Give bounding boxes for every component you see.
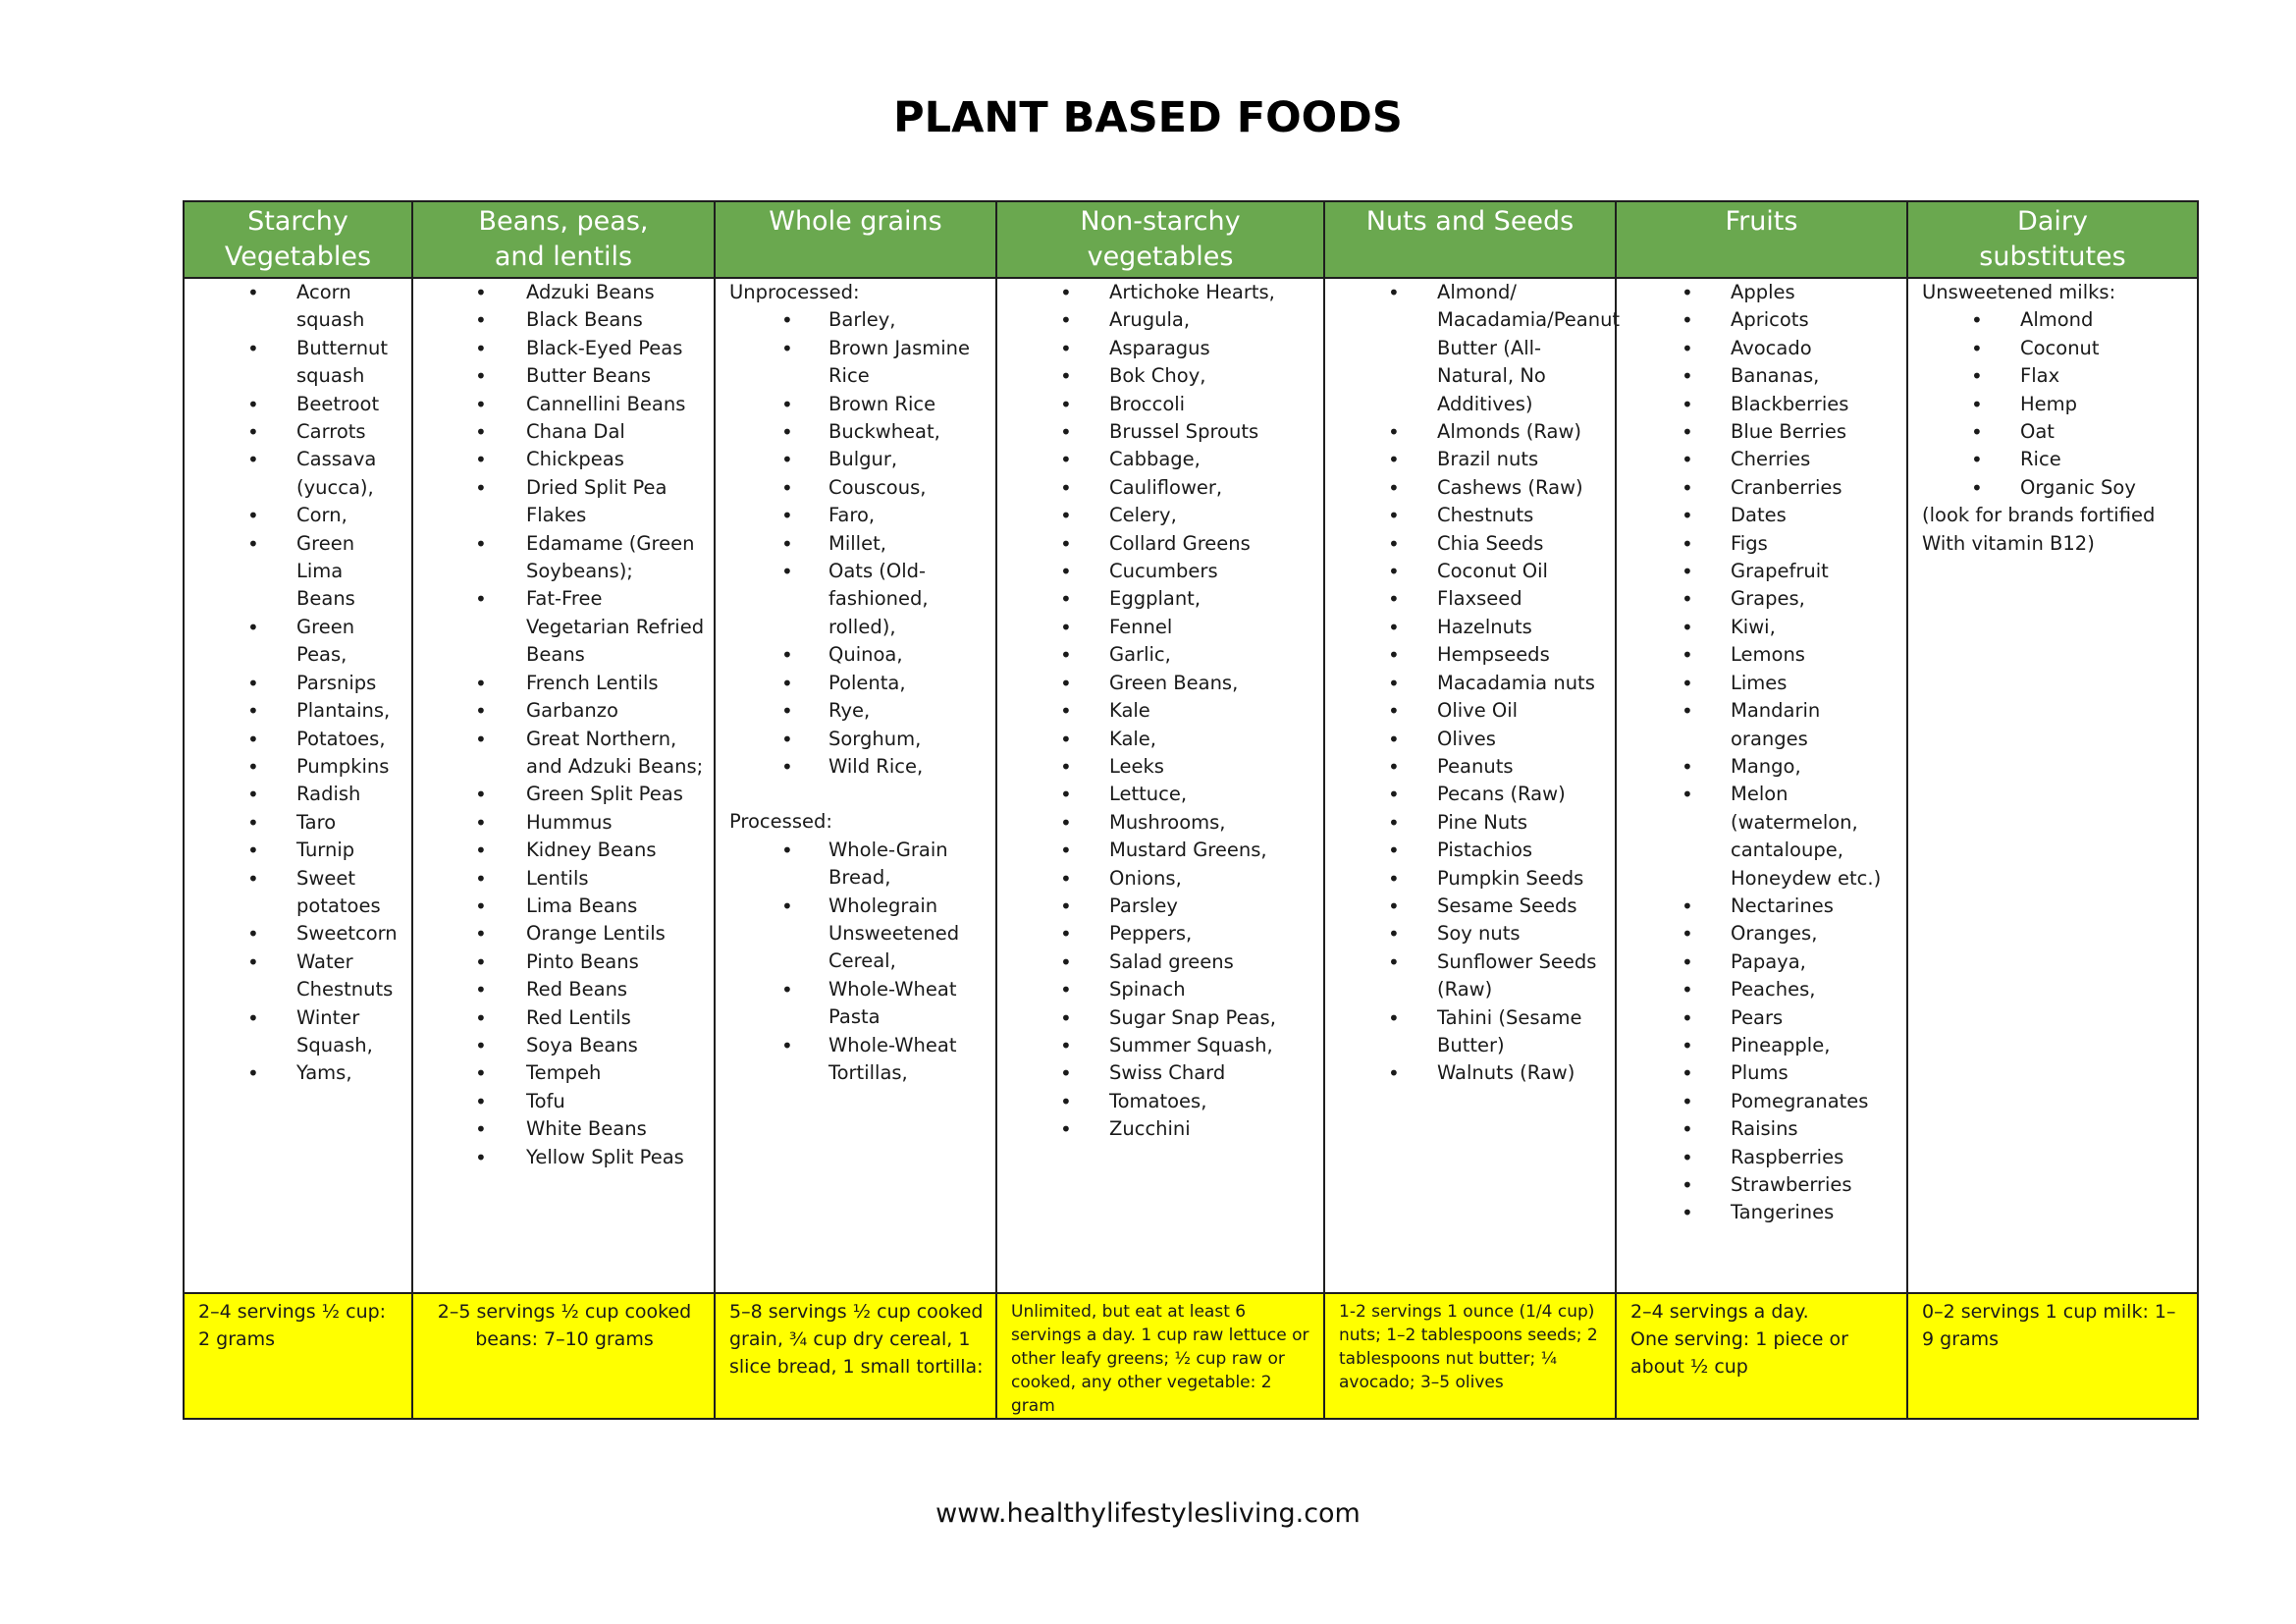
- food-item: • Peaches,: [1731, 976, 1900, 1003]
- food-item: • Garbanzo: [526, 697, 708, 725]
- food-item: • Tempeh: [526, 1059, 708, 1087]
- food-item: • Yellow Split Peas: [526, 1144, 708, 1171]
- food-item: • Summer Squash,: [1109, 1032, 1317, 1059]
- food-item: • Orange Lentils: [526, 920, 708, 947]
- food-item: • Nectarines: [1731, 893, 1900, 920]
- beans-peas-lentils-cell: [412, 278, 715, 1293]
- food-item: • Lettuce,: [1109, 781, 1317, 808]
- food-item: • Hemp: [2020, 391, 2191, 418]
- food-item: • Macadamia nuts: [1437, 670, 1609, 697]
- food-item: • Wholegrain Unsweetened Cereal,: [828, 893, 989, 976]
- food-item: • Brown Rice: [828, 391, 989, 418]
- food-item: • Turnip: [296, 837, 405, 864]
- food-item: • Sweet potatoes: [296, 865, 405, 921]
- food-item: • Sugar Snap Peas,: [1109, 1004, 1317, 1032]
- servings-fruits-line1: 2–4 servings a day.: [1630, 1301, 1809, 1323]
- food-item: • Almond: [2020, 306, 2191, 334]
- food-item: • Great Northern, and Adzuki Beans;: [526, 726, 708, 782]
- food-item: • Chickpeas: [526, 446, 708, 473]
- food-item: • Water Chestnuts: [296, 948, 405, 1004]
- unsweetened-milks-label: Unsweetened milks:: [1922, 281, 2116, 303]
- food-item: • Flax: [2020, 362, 2191, 390]
- food-item: • Grapes,: [1731, 585, 1900, 613]
- food-item: • Pinto Beans: [526, 948, 708, 976]
- food-item: • Coconut: [2020, 335, 2191, 362]
- food-item: • Carrots: [296, 418, 405, 446]
- food-item: • Leeks: [1109, 753, 1317, 781]
- food-item: • Chia Seeds: [1437, 530, 1609, 558]
- dairy-substitutes-cell: [1907, 278, 2198, 1293]
- fruits-list: [1617, 279, 1906, 1227]
- food-item: • Onions,: [1109, 865, 1317, 893]
- food-item: • Apples: [1731, 279, 1900, 306]
- unprocessed-label: Unprocessed:: [729, 281, 860, 303]
- food-item: • Mango,: [1731, 753, 1900, 781]
- food-item: • Barley,: [828, 306, 989, 334]
- food-item: • Cashews (Raw): [1437, 474, 1609, 502]
- food-item: • Brazil nuts: [1437, 446, 1609, 473]
- food-item: • Cauliflower,: [1109, 474, 1317, 502]
- food-item: • Arugula,: [1109, 306, 1317, 334]
- food-item: • Potatoes,: [296, 726, 405, 753]
- food-item: • Cassava (yucca),: [296, 446, 405, 502]
- food-item: • Brussel Sprouts: [1109, 418, 1317, 446]
- food-item: • Tangerines: [1731, 1199, 1900, 1226]
- food-item: • Rye,: [828, 697, 989, 725]
- food-item: • Taro: [296, 809, 405, 837]
- food-item: • Couscous,: [828, 474, 989, 502]
- food-groups-table: [183, 200, 2199, 1420]
- food-item: • Bananas,: [1731, 362, 1900, 390]
- food-item: • Limes: [1731, 670, 1900, 697]
- servings-fruits: [1616, 1293, 1907, 1419]
- food-item: • Pumpkins: [296, 753, 405, 781]
- food-item: • Zucchini: [1109, 1115, 1317, 1143]
- food-item: • Almonds (Raw): [1437, 418, 1609, 446]
- food-item: • Rice: [2020, 446, 2191, 473]
- food-item: • Sesame Seeds: [1437, 893, 1609, 920]
- food-item: • Mandarin oranges: [1731, 697, 1900, 753]
- food-item: • French Lentils: [526, 670, 708, 697]
- servings-dairy-substitutes: 0–2 servings 1 cup milk: 1–9 grams: [1907, 1293, 2198, 1419]
- items-row: [184, 278, 2198, 1293]
- food-item: • Olives: [1437, 726, 1609, 753]
- food-item: • Fat-Free Vegetarian Refried Beans: [526, 585, 708, 669]
- food-item: • Cabbage,: [1109, 446, 1317, 473]
- food-item: • Tomatoes,: [1109, 1088, 1317, 1115]
- food-item: • Faro,: [828, 502, 989, 529]
- food-item: • Pistachios: [1437, 837, 1609, 864]
- food-item: • Soya Beans: [526, 1032, 708, 1059]
- food-item: • Flaxseed: [1437, 585, 1609, 613]
- food-item: • Butternut squash: [296, 335, 405, 391]
- fruits-cell: [1616, 278, 1907, 1293]
- food-item: • Peanuts: [1437, 753, 1609, 781]
- header-whole-grains: Whole grains: [715, 201, 996, 278]
- fortified-note: (look for brands fortified With vitamin B12): [1922, 504, 2156, 555]
- header-nuts-and-seeds: Nuts and Seeds: [1324, 201, 1616, 278]
- food-item: • Sweetcorn: [296, 920, 405, 947]
- nuts-and-seeds-cell: [1324, 278, 1621, 1293]
- food-item: • Pecans (Raw): [1437, 781, 1609, 808]
- food-item: • Polenta,: [828, 670, 989, 697]
- food-item: • Peppers,: [1109, 920, 1317, 947]
- food-item: • Swiss Chard: [1109, 1059, 1317, 1087]
- food-item: • Pears: [1731, 1004, 1900, 1032]
- food-item: • Dates: [1731, 502, 1900, 529]
- food-item: • Lentils: [526, 865, 708, 893]
- food-item: • Kale: [1109, 697, 1317, 725]
- food-item: • Buckwheat,: [828, 418, 989, 446]
- food-item: • Broccoli: [1109, 391, 1317, 418]
- starchy-vegetables-cell: [184, 278, 412, 1293]
- unprocessed-grains-list: [716, 306, 995, 781]
- food-item: • Fennel: [1109, 614, 1317, 641]
- food-item: • Strawberries: [1731, 1171, 1900, 1199]
- food-item: • Pumpkin Seeds: [1437, 865, 1609, 893]
- food-item: • Butter Beans: [526, 362, 708, 390]
- food-item: • Sorghum,: [828, 726, 989, 753]
- food-item: • Whole-Wheat Pasta: [828, 976, 989, 1032]
- food-item: • Edamame (Green Soybeans);: [526, 530, 708, 586]
- servings-fruits-line2: One serving: 1 piece or about ½ cup: [1630, 1328, 1848, 1378]
- food-item: • Artichoke Hearts,: [1109, 279, 1317, 306]
- food-item: • Collard Greens: [1109, 530, 1317, 558]
- food-item: • Millet,: [828, 530, 989, 558]
- food-item: • Pomegranates: [1731, 1088, 1900, 1115]
- non-starchy-vegetables-cell: [996, 278, 1324, 1293]
- food-item: • Blackberries: [1731, 391, 1900, 418]
- food-item: • Yams,: [296, 1059, 405, 1087]
- header-dairy-substitutes: Dairy substitutes: [1907, 201, 2198, 278]
- starchy-vegetables-list: [185, 279, 411, 1088]
- food-item: • Papaya,: [1731, 948, 1900, 976]
- food-item: • Kale,: [1109, 726, 1317, 753]
- food-item: • Melon (watermelon, cantaloupe, Honeydew etc.): [1731, 781, 1900, 893]
- food-item: • Lemons: [1731, 641, 1900, 669]
- beans-peas-lentils-list: [413, 279, 714, 1171]
- food-item: • Bulgur,: [828, 446, 989, 473]
- servings-whole-grains: 5–8 servings ½ cup cooked grain, ¾ cup dry cereal, 1 slice bread, 1 small tortilla:: [715, 1293, 996, 1419]
- food-item: • Whole-Grain Bread,: [828, 837, 989, 893]
- header-row: [184, 201, 2198, 278]
- food-item: • White Beans: [526, 1115, 708, 1143]
- food-item: • Hazelnuts: [1437, 614, 1609, 641]
- food-item: • Hempseeds: [1437, 641, 1609, 669]
- food-item: • Pine Nuts: [1437, 809, 1609, 837]
- food-item: • Green Peas,: [296, 614, 405, 670]
- food-item: • Raisins: [1731, 1115, 1900, 1143]
- food-item: • Blue Berries: [1731, 418, 1900, 446]
- food-item: • Acorn squash: [296, 279, 405, 335]
- header-non-starchy-vegetables: Non-starchy vegetables: [996, 201, 1324, 278]
- food-item: • Corn,: [296, 502, 405, 529]
- food-item: • Brown Jasmine Rice: [828, 335, 989, 391]
- food-item: • Dried Split Pea Flakes: [526, 474, 708, 530]
- food-item: • Asparagus: [1109, 335, 1317, 362]
- food-item: • Winter Squash,: [296, 1004, 405, 1060]
- food-item: • Parsnips: [296, 670, 405, 697]
- servings-non-starchy-vegetables: Unlimited, but eat at least 6 servings a day. 1 cup raw lettuce or other leafy greens; ½ cup raw or cooked, any other vegetable: 2 gram: [996, 1293, 1324, 1419]
- page-title: PLANT BASED FOODS: [893, 93, 1403, 142]
- food-item: • Avocado: [1731, 335, 1900, 362]
- processed-grains-list: [716, 837, 995, 1088]
- food-item: • Cucumbers: [1109, 558, 1317, 585]
- food-item: • Cranberries: [1731, 474, 1900, 502]
- food-item: • Beetroot: [296, 391, 405, 418]
- food-item: • Radish: [296, 781, 405, 808]
- header-beans-peas-lentils: Beans, peas, and lentils: [412, 201, 715, 278]
- food-item: • Grapefruit: [1731, 558, 1900, 585]
- food-item: • Sunflower Seeds (Raw): [1437, 948, 1609, 1004]
- food-item: • Spinach: [1109, 976, 1317, 1003]
- food-item: • Cherries: [1731, 446, 1900, 473]
- servings-starchy-vegetables: 2–4 servings ½ cup: 2 grams: [184, 1293, 412, 1419]
- servings-beans-peas-lentils: 2–5 servings ½ cup cooked beans: 7–10 grams: [412, 1293, 715, 1419]
- food-item: • Green Lima Beans: [296, 530, 405, 614]
- food-item: • Mushrooms,: [1109, 809, 1317, 837]
- food-item: • Apricots: [1731, 306, 1900, 334]
- food-item: • Red Lentils: [526, 1004, 708, 1032]
- food-item: • Chana Dal: [526, 418, 708, 446]
- food-item: • Raspberries: [1731, 1144, 1900, 1171]
- servings-nuts-and-seeds: 1-2 servings 1 ounce (1/4 cup) nuts; 1–2 tablespoons seeds; 2 tablespoons nut butter; ¼ avocado; 3–5 olives: [1324, 1293, 1616, 1419]
- food-item: • Red Beans: [526, 976, 708, 1003]
- food-item: • Kidney Beans: [526, 837, 708, 864]
- food-item: • Soy nuts: [1437, 920, 1609, 947]
- food-item: • Eggplant,: [1109, 585, 1317, 613]
- food-item: • Salad greens: [1109, 948, 1317, 976]
- header-starchy-vegetables: Starchy Vegetables: [184, 201, 412, 278]
- food-item: • Wild Rice,: [828, 753, 989, 781]
- food-item: • Whole-Wheat Tortillas,: [828, 1032, 989, 1088]
- food-item: • Cannellini Beans: [526, 391, 708, 418]
- food-item: • Adzuki Beans: [526, 279, 708, 306]
- food-item: • Oranges,: [1731, 920, 1900, 947]
- food-item: • Hummus: [526, 809, 708, 837]
- food-item: • Walnuts (Raw): [1437, 1059, 1609, 1087]
- food-item: • Almond/ Macadamia/Peanut Butter (All-Natural, No Additives): [1437, 279, 1609, 418]
- food-item: • Mustard Greens,: [1109, 837, 1317, 864]
- food-item: • Chestnuts: [1437, 502, 1609, 529]
- food-item: • Oats (Old-fashioned, rolled),: [828, 558, 989, 641]
- food-item: • Organic Soy: [2020, 474, 2191, 502]
- food-item: • Black Beans: [526, 306, 708, 334]
- whole-grains-cell: [715, 278, 996, 1293]
- food-item: • Pineapple,: [1731, 1032, 1900, 1059]
- footer-website: www.healthylifestylesliving.com: [935, 1498, 1361, 1529]
- non-starchy-vegetables-list: [997, 279, 1323, 1144]
- food-item: • Figs: [1731, 530, 1900, 558]
- food-item: • Oat: [2020, 418, 2191, 446]
- food-item: • Parsley: [1109, 893, 1317, 920]
- food-item: • Bok Choy,: [1109, 362, 1317, 390]
- food-item: • Green Beans,: [1109, 670, 1317, 697]
- food-item: • Garlic,: [1109, 641, 1317, 669]
- food-item: • Tofu: [526, 1088, 708, 1115]
- nuts-and-seeds-list: [1325, 279, 1621, 1088]
- food-item: • Plums: [1731, 1059, 1900, 1087]
- food-item: • Coconut Oil: [1437, 558, 1609, 585]
- food-item: • Olive Oil: [1437, 697, 1609, 725]
- food-item: • Lima Beans: [526, 893, 708, 920]
- dairy-substitutes-list: [1908, 306, 2197, 502]
- food-item: • Green Split Peas: [526, 781, 708, 808]
- food-item: • Tahini (Sesame Butter): [1437, 1004, 1609, 1060]
- servings-row: [184, 1293, 2198, 1419]
- header-fruits: Fruits: [1616, 201, 1907, 278]
- food-item: • Kiwi,: [1731, 614, 1900, 641]
- food-item: • Plantains,: [296, 697, 405, 725]
- food-item: • Quinoa,: [828, 641, 989, 669]
- food-item: • Celery,: [1109, 502, 1317, 529]
- processed-label: Processed:: [729, 810, 832, 834]
- food-item: • Black-Eyed Peas: [526, 335, 708, 362]
